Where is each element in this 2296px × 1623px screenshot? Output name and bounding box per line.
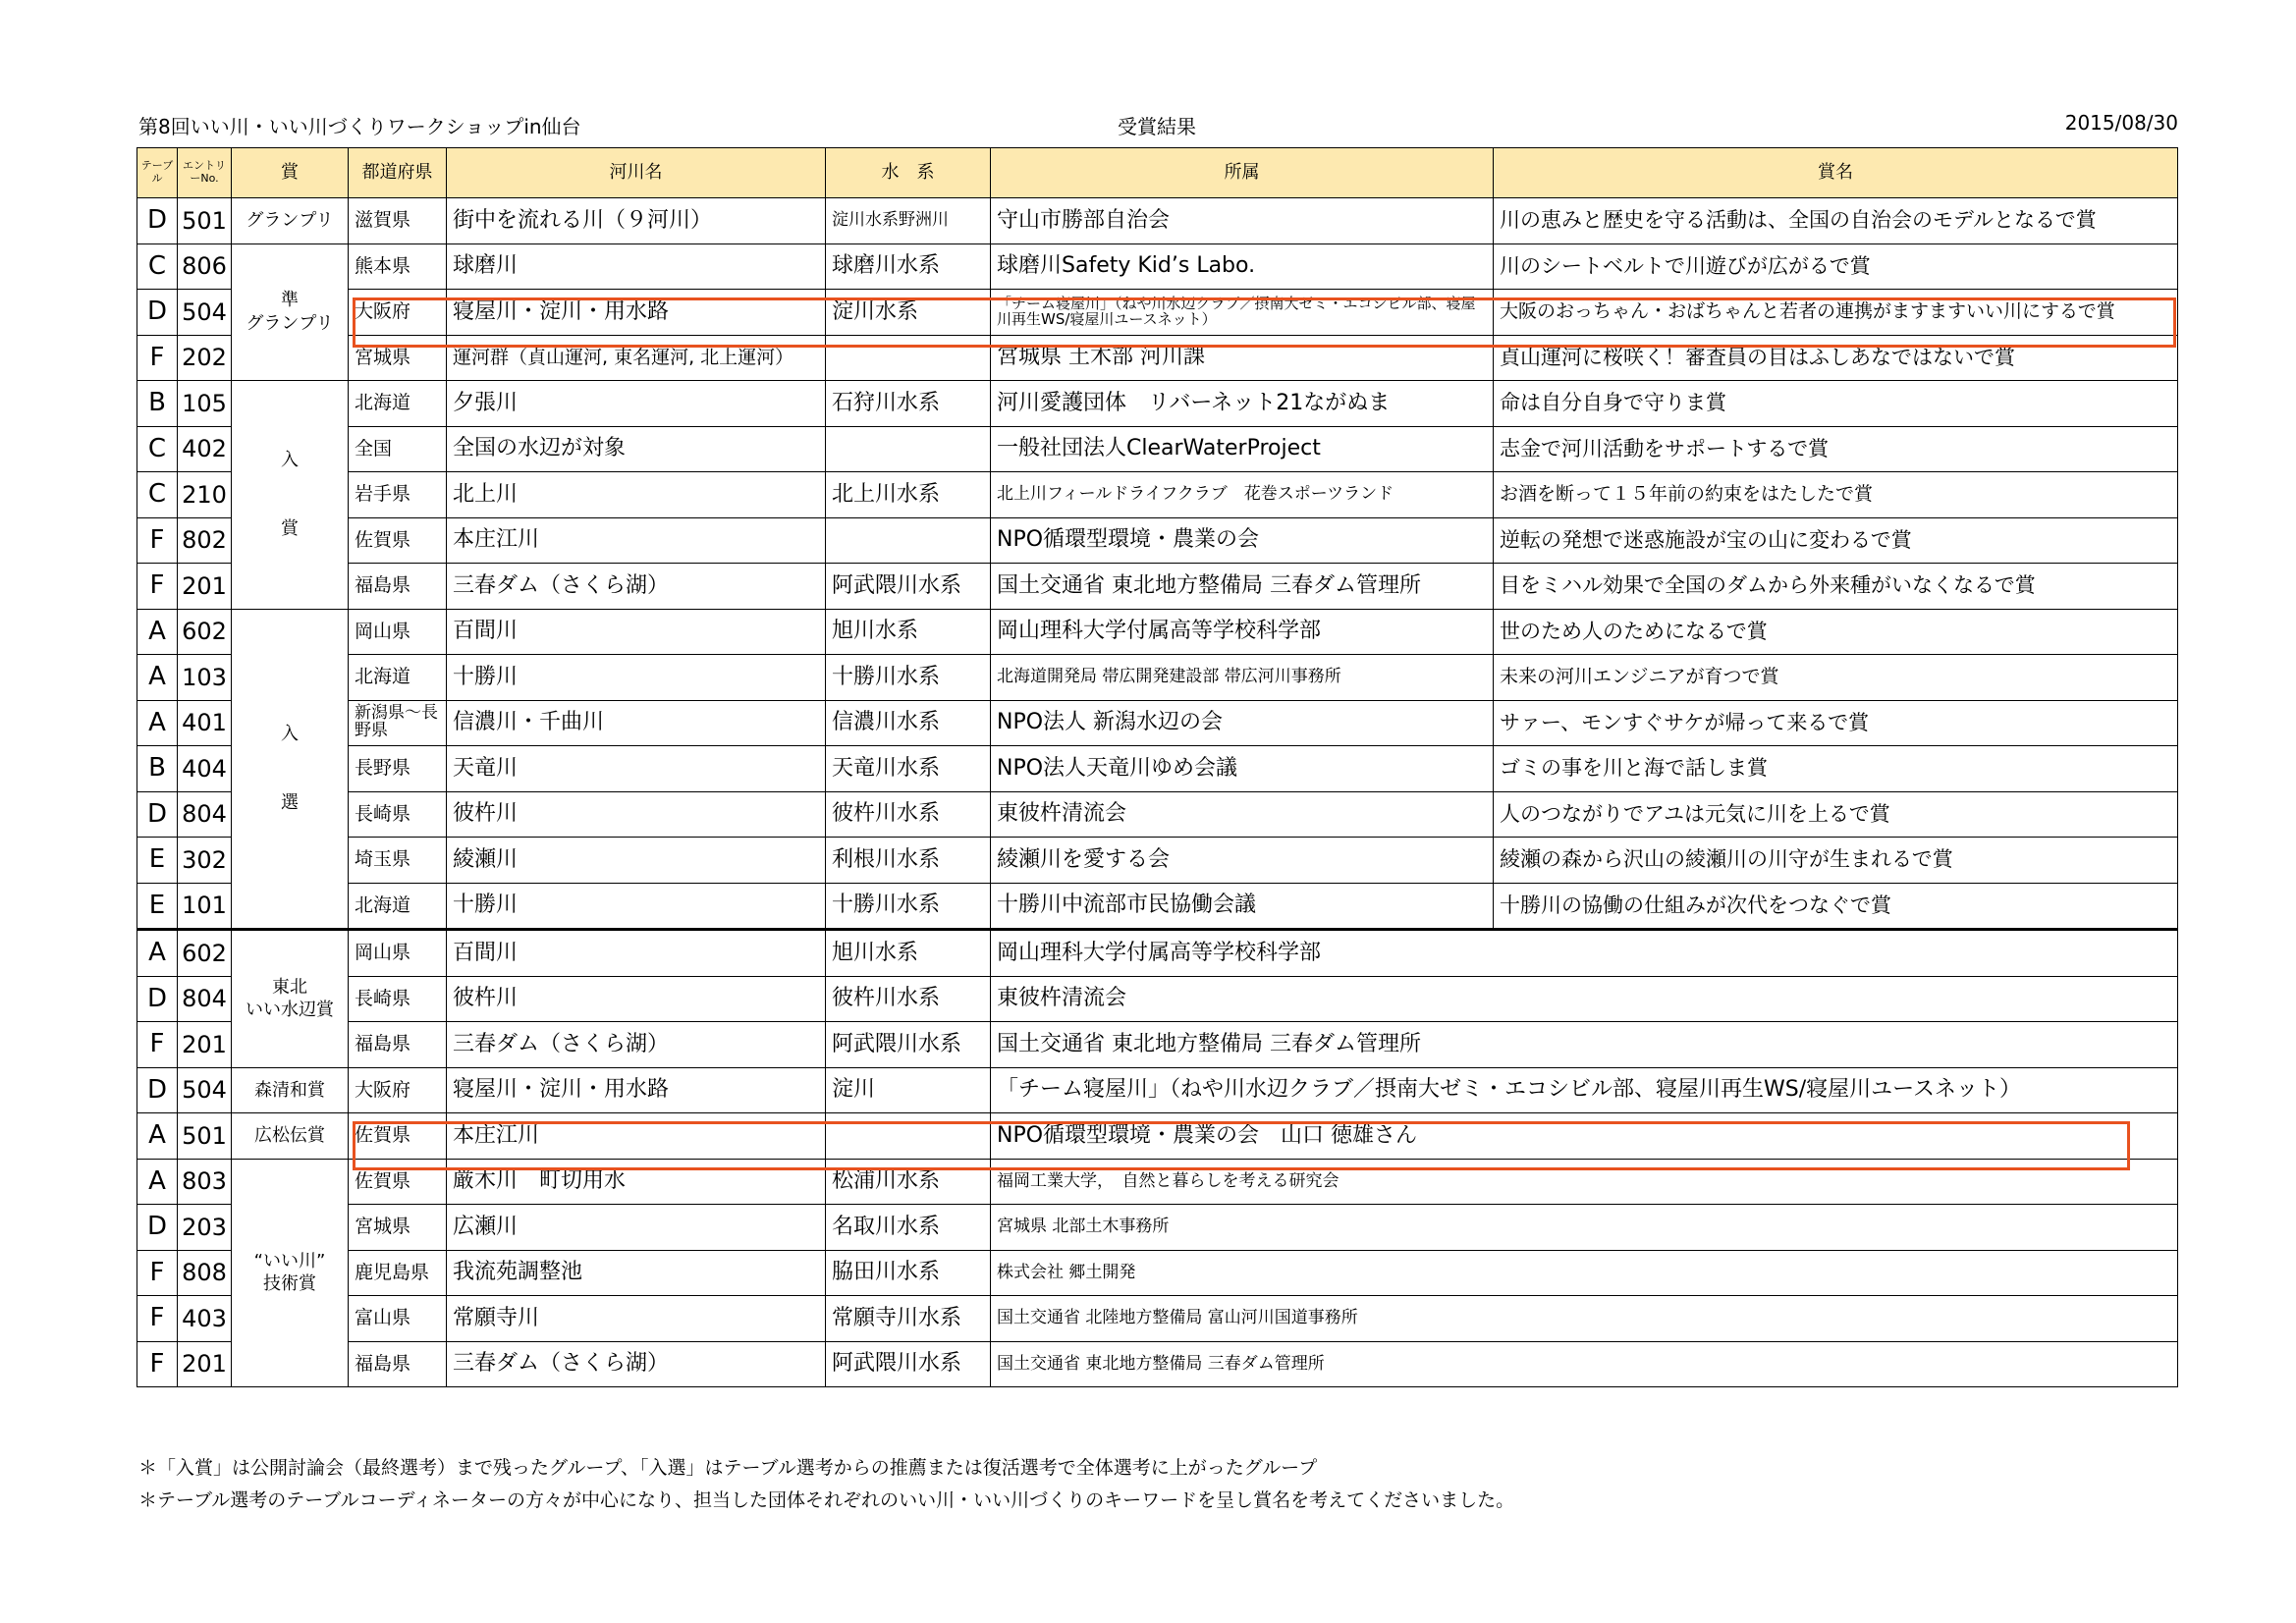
prefecture-cell: 岩手県 xyxy=(349,472,447,518)
system-cell: 利根川水系 xyxy=(826,838,991,884)
affiliation-cell: 守山市勝部自治会 xyxy=(991,198,1494,244)
system-cell xyxy=(826,517,991,564)
affiliation-cell: 福岡工業大学， 自然と暮らしを考える研究会 xyxy=(991,1159,2178,1205)
table-cell: C xyxy=(137,472,178,518)
system-cell: 脇田川水系 xyxy=(826,1250,991,1296)
table-row xyxy=(137,976,2178,1022)
system-cell: 彼杵川水系 xyxy=(826,791,991,838)
affiliation-cell: 宮城県 北部土木事務所 xyxy=(991,1205,2178,1251)
river-cell: 広瀬川 xyxy=(447,1205,826,1251)
entry-cell: 203 xyxy=(178,1205,232,1251)
table-cell: A xyxy=(137,930,178,977)
entry-cell: 403 xyxy=(178,1296,232,1342)
affiliation-cell: 北上川フィールドライフクラブ 花巻スポーツランド xyxy=(991,472,1494,518)
prize-cell: 大阪のおっちゃん・おばちゃんと若者の連携がますますいい川にするで賞 xyxy=(1494,290,2178,336)
river-cell: 彼杵川 xyxy=(447,976,826,1022)
affiliation-cell: 一般社団法人ClearWaterProject xyxy=(991,426,1494,472)
footnote: ＊テーブル選考のテーブルコーディネーターの方々が中心になり、担当した団体それぞれのいい川・いい川づくりのキーワードを呈し賞名を考えてくださいました。 xyxy=(138,1489,1515,1511)
table-row xyxy=(137,746,2178,792)
river-cell: 本庄江川 xyxy=(447,517,826,564)
system-cell xyxy=(826,1113,991,1160)
award-cell: 入 賞 xyxy=(232,381,349,610)
system-cell: 淀川水系 xyxy=(826,290,991,336)
col-header-entry: エントリーNo. xyxy=(178,148,232,198)
table-row xyxy=(137,243,2178,290)
river-cell: 十勝川 xyxy=(447,655,826,701)
river-cell: 常願寺川 xyxy=(447,1296,826,1342)
affiliation-cell: 河川愛護団体 リバーネット21ながぬま xyxy=(991,381,1494,427)
prize-cell: 逆転の発想で迷惑施設が宝の山に変わるで賞 xyxy=(1494,517,2178,564)
table-cell: A xyxy=(137,1159,178,1205)
system-cell: 淀川水系野洲川 xyxy=(826,198,991,244)
table-cell: B xyxy=(137,381,178,427)
affiliation-cell: NPO法人天竜川ゆめ会議 xyxy=(991,746,1494,792)
table-row xyxy=(137,517,2178,564)
entry-cell: 802 xyxy=(178,517,232,564)
entry-cell: 806 xyxy=(178,243,232,290)
system-cell: 十勝川水系 xyxy=(826,655,991,701)
prize-cell: 命は自分自身で守りま賞 xyxy=(1494,381,2178,427)
table-row xyxy=(137,1067,2178,1113)
document-date: 2015/08/30 xyxy=(2064,111,2178,135)
system-cell: 常願寺川水系 xyxy=(826,1296,991,1342)
river-cell: 百間川 xyxy=(447,930,826,977)
affiliation-cell: 「チーム寝屋川」（ねや川水辺クラブ／摂南大ゼミ・エコシビル部、寝屋川再生WS/寝屋川ユースネット） xyxy=(991,1067,2178,1113)
prefecture-cell: 熊本県 xyxy=(349,243,447,290)
river-cell: 天竜川 xyxy=(447,746,826,792)
table-cell: F xyxy=(137,335,178,381)
footnote: ＊「入賞」は公開討論会（最終選考）まで残ったグループ、「入選」はテーブル選考からの推薦または復活選考で全体選考に上がったグループ xyxy=(138,1457,1318,1479)
prize-cell: 未来の河川エンジニアが育つで賞 xyxy=(1494,655,2178,701)
col-header-prize: 賞名 xyxy=(1494,148,2178,198)
entry-cell: 602 xyxy=(178,930,232,977)
affiliation-cell: 国土交通省 東北地方整備局 三春ダム管理所 xyxy=(991,1022,2178,1068)
table-cell: F xyxy=(137,1296,178,1342)
river-cell: 本庄江川 xyxy=(447,1113,826,1160)
river-cell: 厳木川 町切用水 xyxy=(447,1159,826,1205)
entry-cell: 501 xyxy=(178,198,232,244)
entry-cell: 201 xyxy=(178,1022,232,1068)
prize-cell: 貞山運河に桜咲く！審査員の目はふしあなではないで賞 xyxy=(1494,335,2178,381)
award-cell: 森清和賞 xyxy=(232,1067,349,1113)
river-cell: 北上川 xyxy=(447,472,826,518)
prize-cell: 目をミハル効果で全国のダムから外来種がいなくなるで賞 xyxy=(1494,564,2178,610)
entry-cell: 804 xyxy=(178,976,232,1022)
prefecture-cell: 富山県 xyxy=(349,1296,447,1342)
affiliation-cell: 東彼杵清流会 xyxy=(991,976,2178,1022)
entry-cell: 201 xyxy=(178,564,232,610)
system-cell: 十勝川水系 xyxy=(826,883,991,930)
system-cell: 旭川水系 xyxy=(826,930,991,977)
table-row xyxy=(137,700,2178,746)
prefecture-cell: 佐賀県 xyxy=(349,1113,447,1160)
entry-cell: 302 xyxy=(178,838,232,884)
prefecture-cell: 滋賀県 xyxy=(349,198,447,244)
system-cell xyxy=(826,335,991,381)
entry-cell: 501 xyxy=(178,1113,232,1160)
prize-cell: サァー、モンすぐサケが帰って来るで賞 xyxy=(1494,700,2178,746)
prize-cell: 志金で河川活動をサポートするで賞 xyxy=(1494,426,2178,472)
table-row xyxy=(137,883,2178,930)
prefecture-cell: 福島県 xyxy=(349,564,447,610)
col-header-award: 賞 xyxy=(232,148,349,198)
award-cell: 広松伝賞 xyxy=(232,1113,349,1160)
river-cell: 夕張川 xyxy=(447,381,826,427)
river-cell: 三春ダム（さくら湖） xyxy=(447,1022,826,1068)
table-row xyxy=(137,1113,2178,1160)
system-cell: 阿武隈川水系 xyxy=(826,564,991,610)
affiliation-cell: 宮城県 土木部 河川課 xyxy=(991,335,1494,381)
entry-cell: 401 xyxy=(178,700,232,746)
prefecture-cell: 長崎県 xyxy=(349,976,447,1022)
table-row xyxy=(137,609,2178,655)
col-header-prefecture: 都道府県 xyxy=(349,148,447,198)
table-cell: C xyxy=(137,426,178,472)
award-cell: 準 グランプリ xyxy=(232,243,349,381)
river-cell: 我流苑調整池 xyxy=(447,1250,826,1296)
prize-cell: 世のため人のためになるで賞 xyxy=(1494,609,2178,655)
entry-cell: 201 xyxy=(178,1341,232,1387)
affiliation-cell: 岡山理科大学付属高等学校科学部 xyxy=(991,609,1494,655)
river-cell: 街中を流れる川（９河川） xyxy=(447,198,826,244)
entry-cell: 504 xyxy=(178,1067,232,1113)
award-cell: “いい川” 技術賞 xyxy=(232,1159,349,1387)
river-cell: 十勝川 xyxy=(447,883,826,930)
entry-cell: 210 xyxy=(178,472,232,518)
table-cell: F xyxy=(137,564,178,610)
entry-cell: 808 xyxy=(178,1250,232,1296)
affiliation-cell: NPO循環型環境・農業の会 xyxy=(991,517,1494,564)
prize-cell: ゴミの事を川と海で話しま賞 xyxy=(1494,746,2178,792)
prefecture-cell: 福島県 xyxy=(349,1022,447,1068)
entry-cell: 202 xyxy=(178,335,232,381)
affiliation-cell: 球磨川Safety Kid’s Labo. xyxy=(991,243,1494,290)
prefecture-cell: 岡山県 xyxy=(349,930,447,977)
system-cell: 石狩川水系 xyxy=(826,381,991,427)
affiliation-cell: 株式会社 郷土開発 xyxy=(991,1250,2178,1296)
river-cell: 三春ダム（さくら湖） xyxy=(447,1341,826,1387)
prefecture-cell: 大阪府 xyxy=(349,1067,447,1113)
table-cell: F xyxy=(137,1022,178,1068)
prize-cell: お酒を断って１５年前の約束をはたしたで賞 xyxy=(1494,472,2178,518)
table-cell: F xyxy=(137,517,178,564)
prefecture-cell: 長崎県 xyxy=(349,791,447,838)
col-header-affiliation: 所属 xyxy=(991,148,1494,198)
system-cell: 松浦川水系 xyxy=(826,1159,991,1205)
system-cell: 天竜川水系 xyxy=(826,746,991,792)
table-row xyxy=(137,472,2178,518)
award-cell: グランプリ xyxy=(232,198,349,244)
table-row xyxy=(137,1341,2178,1387)
prefecture-cell: 宮城県 xyxy=(349,1205,447,1251)
prize-cell: 川の恵みと歴史を守る活動は、全国の自治会のモデルとなるで賞 xyxy=(1494,198,2178,244)
prefecture-cell: 宮城県 xyxy=(349,335,447,381)
entry-cell: 602 xyxy=(178,609,232,655)
table-cell: A xyxy=(137,700,178,746)
prefecture-cell: 福島県 xyxy=(349,1341,447,1387)
system-cell: 阿武隈川水系 xyxy=(826,1341,991,1387)
system-cell: 旭川水系 xyxy=(826,609,991,655)
affiliation-cell: 国土交通省 東北地方整備局 三春ダム管理所 xyxy=(991,564,1494,610)
table-cell: D xyxy=(137,1205,178,1251)
prize-cell: 人のつながりでアユは元気に川を上るで賞 xyxy=(1494,791,2178,838)
table-cell: D xyxy=(137,976,178,1022)
table-row xyxy=(137,198,2178,244)
table-row xyxy=(137,930,2178,977)
table-cell: F xyxy=(137,1250,178,1296)
table-cell: B xyxy=(137,746,178,792)
system-cell: 彼杵川水系 xyxy=(826,976,991,1022)
system-cell: 球磨川水系 xyxy=(826,243,991,290)
prefecture-cell: 北海道 xyxy=(349,655,447,701)
river-cell: 信濃川・千曲川 xyxy=(447,700,826,746)
table-row xyxy=(137,426,2178,472)
col-header-river: 河川名 xyxy=(447,148,826,198)
system-cell: 阿武隈川水系 xyxy=(826,1022,991,1068)
river-cell: 全国の水辺が対象 xyxy=(447,426,826,472)
affiliation-cell: NPO循環型環境・農業の会 山口 徳雄さん xyxy=(991,1113,2178,1160)
col-header-table: テーブル xyxy=(137,148,178,198)
river-cell: 寝屋川・淀川・用水路 xyxy=(447,290,826,336)
table-cell: D xyxy=(137,1067,178,1113)
table-row xyxy=(137,1296,2178,1342)
system-cell xyxy=(826,426,991,472)
prefecture-cell: 岡山県 xyxy=(349,609,447,655)
entry-cell: 402 xyxy=(178,426,232,472)
award-cell: 入 選 xyxy=(232,609,349,930)
prefecture-cell: 全国 xyxy=(349,426,447,472)
entry-cell: 804 xyxy=(178,791,232,838)
table-cell: A xyxy=(137,1113,178,1160)
river-cell: 彼杵川 xyxy=(447,791,826,838)
table-cell: C xyxy=(137,243,178,290)
affiliation-cell: 綾瀬川を愛する会 xyxy=(991,838,1494,884)
table-row xyxy=(137,381,2178,427)
table-cell: A xyxy=(137,655,178,701)
river-cell: 三春ダム（さくら湖） xyxy=(447,564,826,610)
prize-cell: 綾瀬の森から沢山の綾瀬川の川守が生まれるで賞 xyxy=(1494,838,2178,884)
prefecture-cell: 鹿児島県 xyxy=(349,1250,447,1296)
affiliation-cell: 十勝川中流部市民協働会議 xyxy=(991,883,1494,930)
table-row xyxy=(137,335,2178,381)
table-cell: E xyxy=(137,838,178,884)
affiliation-cell: NPO法人 新潟水辺の会 xyxy=(991,700,1494,746)
entry-cell: 404 xyxy=(178,746,232,792)
table-row xyxy=(137,564,2178,610)
affiliation-cell: 国土交通省 東北地方整備局 三春ダム管理所 xyxy=(991,1341,2178,1387)
table-row xyxy=(137,1250,2178,1296)
table-row xyxy=(137,791,2178,838)
prefecture-cell: 北海道 xyxy=(349,883,447,930)
document-heading: 受賞結果 xyxy=(1118,115,1196,138)
prefecture-cell: 大阪府 xyxy=(349,290,447,336)
river-cell: 運河群（貞山運河, 東名運河, 北上運河） xyxy=(447,335,826,381)
river-cell: 寝屋川・淀川・用水路 xyxy=(447,1067,826,1113)
table-cell: F xyxy=(137,1341,178,1387)
prize-cell: 川のシートベルトで川遊びが広がるで賞 xyxy=(1494,243,2178,290)
entry-cell: 103 xyxy=(178,655,232,701)
prefecture-cell: 佐賀県 xyxy=(349,1159,447,1205)
affiliation-cell: 東彼杵清流会 xyxy=(991,791,1494,838)
col-header-system: 水 系 xyxy=(826,148,991,198)
entry-cell: 803 xyxy=(178,1159,232,1205)
award-cell: 東北 いい水辺賞 xyxy=(232,930,349,1068)
prefecture-cell: 長野県 xyxy=(349,746,447,792)
prefecture-cell: 北海道 xyxy=(349,381,447,427)
river-cell: 綾瀬川 xyxy=(447,838,826,884)
system-cell: 北上川水系 xyxy=(826,472,991,518)
award-results-table xyxy=(137,147,2178,1387)
affiliation-cell: 岡山理科大学付属高等学校科学部 xyxy=(991,930,2178,977)
table-cell: D xyxy=(137,290,178,336)
table-row xyxy=(137,1205,2178,1251)
table-cell: D xyxy=(137,791,178,838)
table-row xyxy=(137,1159,2178,1205)
table-row xyxy=(137,838,2178,884)
table-cell: A xyxy=(137,609,178,655)
river-cell: 百間川 xyxy=(447,609,826,655)
prize-cell: 十勝川の協働の仕組みが次代をつなぐで賞 xyxy=(1494,883,2178,930)
system-cell: 淀川 xyxy=(826,1067,991,1113)
table-row xyxy=(137,1022,2178,1068)
river-cell: 球磨川 xyxy=(447,243,826,290)
table-cell: E xyxy=(137,883,178,930)
document-title: 第8回いい川・いい川づくりワークショップin仙台 xyxy=(138,115,581,138)
prefecture-cell: 埼玉県 xyxy=(349,838,447,884)
entry-cell: 101 xyxy=(178,883,232,930)
entry-cell: 105 xyxy=(178,381,232,427)
affiliation-cell: 国土交通省 北陸地方整備局 富山河川国道事務所 xyxy=(991,1296,2178,1342)
table-row xyxy=(137,290,2178,336)
system-cell: 名取川水系 xyxy=(826,1205,991,1251)
table-header-row xyxy=(137,148,2178,198)
table-cell: D xyxy=(137,198,178,244)
table-row xyxy=(137,655,2178,701)
entry-cell: 504 xyxy=(178,290,232,336)
prefecture-cell: 新潟県～長野県 xyxy=(349,700,447,746)
prefecture-cell: 佐賀県 xyxy=(349,517,447,564)
affiliation-cell: 北海道開発局 帯広開発建設部 帯広河川事務所 xyxy=(991,655,1494,701)
affiliation-cell: 「チーム寝屋川」（ねや川水辺クラブ／摂南大ゼミ・エコシビル部、寝屋川再生WS/寝屋川ユースネット） xyxy=(991,290,1494,336)
system-cell: 信濃川水系 xyxy=(826,700,991,746)
